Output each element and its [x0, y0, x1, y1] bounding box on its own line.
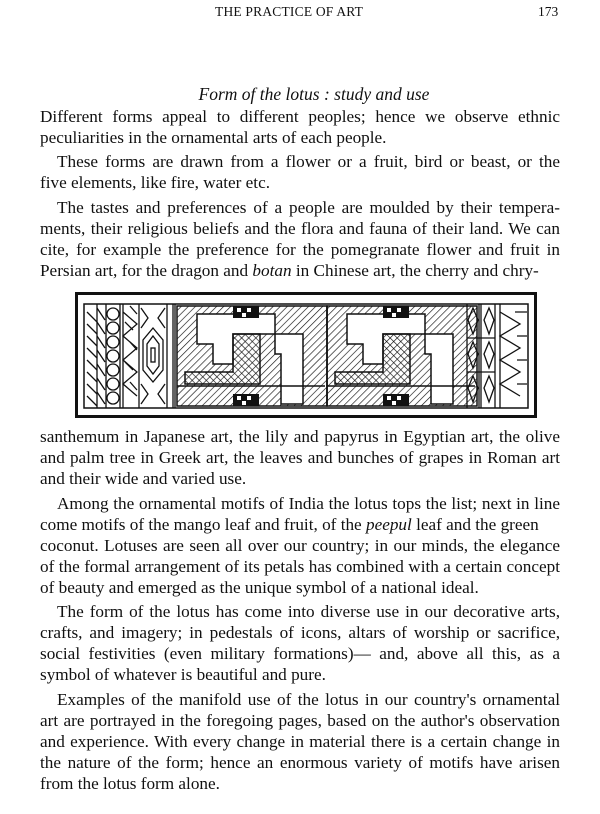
italic-term-botan: botan	[252, 261, 292, 280]
paragraph-4	[40, 493, 560, 598]
text-line	[40, 514, 560, 535]
text-line: coconut. Lotuses are seen all over our country; in our minds, the elegance	[40, 536, 560, 555]
text-line: symbol of whatever is beautiful and pure.	[40, 665, 326, 684]
text-span: in Chinese art, the cherry and chry-	[291, 261, 539, 280]
section-title: Form of the lotus : study and use	[198, 84, 430, 104]
paragraph-3-continued	[40, 426, 560, 489]
text-line: five elements, like fire, water etc.	[40, 173, 271, 192]
text-line: These forms are drawn from a flower or a fruit, bird or beast, or the	[57, 152, 560, 171]
text-line: Different forms appeal to different peoples; hence we observe ethnic	[40, 107, 560, 126]
paragraph-5	[40, 601, 560, 685]
text-line: art are portrayed in the foregoing pages, based on the author's observation	[40, 711, 560, 730]
text-line: from the lotus form alone.	[40, 774, 220, 793]
text-line: peculiarities in the ornamental arts of each people.	[40, 128, 387, 147]
text-span: Persian art, for the dragon and	[40, 261, 253, 280]
text-line: The tastes and preferences of a people are moulded by their tempera-	[57, 198, 560, 217]
text-line: santhemum in Japanese art, the lily and papyrus in Egyptian art, the olive	[40, 427, 560, 446]
text-span: leaf and the green	[411, 515, 539, 534]
paragraph-2	[40, 151, 560, 193]
text-line	[40, 260, 560, 281]
paragraph-6	[40, 689, 560, 794]
page-number: 173	[538, 4, 559, 19]
italic-term-peepul: peepul	[365, 515, 412, 534]
text-line: crafts, and imagery; in pedestals of icons, altars of worship or sacrifice,	[40, 623, 560, 642]
running-head: THE PRACTICE OF ART	[215, 4, 364, 19]
ornamental-border-figure	[75, 292, 537, 418]
text-line: social festivities (even military formations)— and, above all this, as a	[40, 644, 560, 663]
text-line: and their wide and varied use.	[40, 469, 247, 488]
text-line: Among the ornamental motifs of India the lotus tops the list; next in line	[57, 494, 560, 513]
paragraph-3	[40, 197, 560, 281]
text-line: ments, their religious beliefs and the flora and fauna of their land. We can	[40, 219, 560, 238]
text-line: and experience. With every change in material there is a certain change in	[40, 732, 560, 751]
text-line: cite, for example the preference for the pomegranate flower and fruit in	[40, 240, 560, 259]
text-line: The form of the lotus has come into diverse use in our decorative arts,	[57, 602, 560, 621]
text-line: of the formal arrangement of its petals has combined with a certain concept	[40, 557, 560, 576]
text-line: Examples of the manifold use of the lotus in our country's ornamental	[57, 690, 560, 709]
text-line: the nature of the form; hence an enormous variety of motifs have arisen	[40, 753, 560, 772]
paragraph-1	[40, 106, 560, 148]
text-span: come motifs of the mango leaf and fruit, of the	[40, 515, 366, 534]
text-line: of beauty and emerged as the unique symbol of a national ideal.	[40, 578, 479, 597]
text-line: and palm tree in Greek art, the leaves and bunches of grapes in Roman art	[40, 448, 560, 467]
